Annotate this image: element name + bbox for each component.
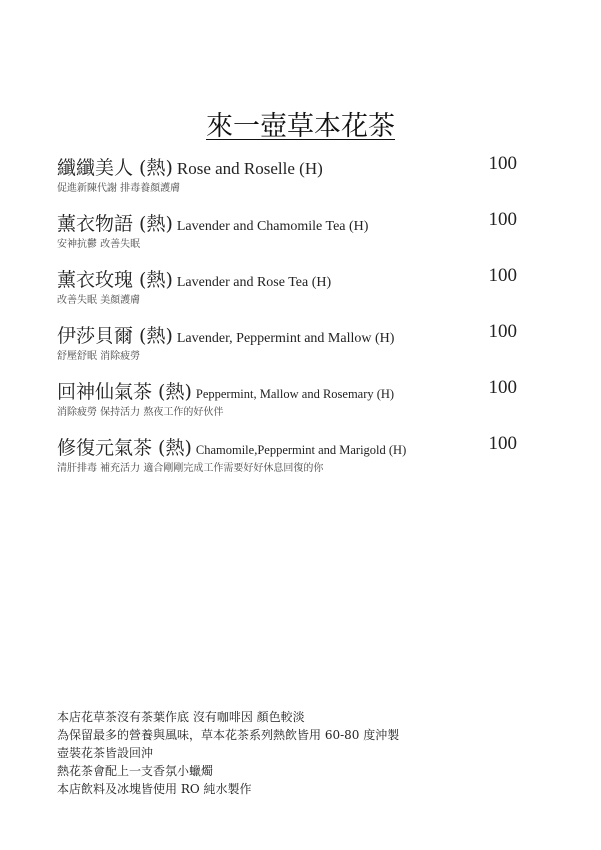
item-name-zh: 回神仙氣茶 (熱)	[57, 381, 192, 403]
item-name-en: Chamomile,Peppermint and Marigold (H)	[195, 443, 407, 457]
note-line: 本店飲料及冰塊皆使用 RO 純水製作	[57, 782, 252, 796]
item-price: 100	[488, 321, 517, 342]
item-name	[57, 433, 406, 460]
item-description: 改善失眠 美顏護膚	[57, 295, 141, 306]
item-price: 100	[488, 433, 517, 454]
item-name	[57, 153, 323, 180]
item-name-zh: 薰衣物語 (熱)	[57, 213, 173, 235]
menu-notes	[57, 708, 399, 798]
item-name-zh: 薰衣玫瑰 (熱)	[57, 269, 173, 291]
item-name-zh: 纖纖美人 (熱)	[57, 157, 173, 179]
item-name-zh: 修復元氣茶 (熱)	[57, 437, 192, 459]
item-name-en: Rose and Roselle (H)	[176, 159, 323, 178]
menu-item	[57, 209, 517, 259]
note-line: 為保留最多的營養與風味，草本花茶系列熱飲皆用 60-80 度沖製	[57, 728, 400, 742]
item-description: 消除疲勞 保持活力 熬夜工作的好伙伴	[57, 407, 224, 418]
item-name	[57, 377, 394, 404]
note-line: 熱花茶會配上一支香氛小蠟燭	[57, 764, 214, 778]
menu-item	[57, 433, 517, 483]
note-line: 本店花草茶沒有茶葉作底 沒有咖啡因 顏色較淡	[57, 710, 305, 724]
item-name	[57, 265, 331, 292]
item-price: 100	[488, 377, 517, 398]
item-name-en: Lavender and Rose Tea (H)	[176, 275, 332, 290]
item-price: 100	[488, 153, 517, 174]
item-description: 安神抗鬱 改善失眠	[57, 239, 141, 250]
item-name-en: Peppermint, Mallow and Rosemary (H)	[195, 387, 395, 401]
item-description: 舒壓舒眠 消除疲勞	[57, 351, 141, 362]
menu-item	[57, 377, 517, 427]
item-price: 100	[488, 265, 517, 286]
item-name-zh: 伊莎貝爾 (熱)	[57, 325, 173, 347]
item-name	[57, 321, 394, 348]
note-line: 壺裝花茶皆設回沖	[57, 746, 154, 760]
item-name	[57, 209, 368, 236]
menu-title: 來一壺草本花茶	[206, 111, 395, 142]
menu-item	[57, 153, 517, 203]
item-description: 清肝排毒 補充活力 適合剛剛完成工作需要好好休息回復的你	[57, 463, 324, 474]
menu-item	[57, 321, 517, 371]
item-name-en: Lavender, Peppermint and Mallow (H)	[176, 331, 395, 346]
item-description: 促進新陳代謝 排毒養顏護膚	[57, 183, 181, 194]
item-name-en: Lavender and Chamomile Tea (H)	[176, 219, 369, 234]
item-price: 100	[488, 209, 517, 230]
menu-item	[57, 265, 517, 315]
